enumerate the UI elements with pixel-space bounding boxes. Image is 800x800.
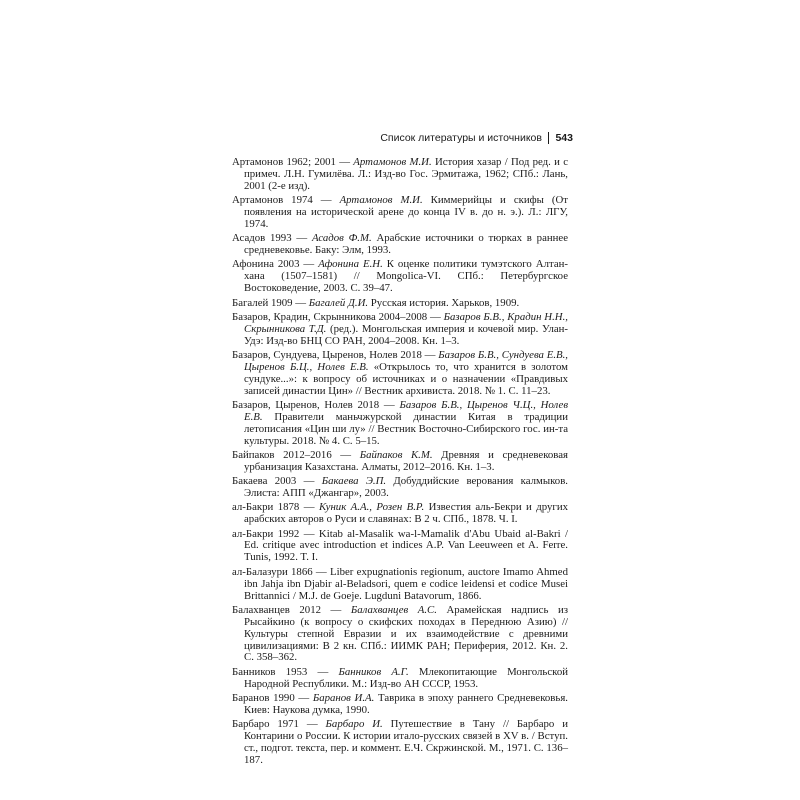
reference-entry (232, 529, 568, 565)
reference-author: Бакаева Э.П. (321, 475, 387, 488)
reference-key: Артамонов 1962; 2001 — (232, 156, 354, 168)
reference-text: (ред.). Монгольская империя и кочевой мир. Улан-Удэ: Изд-во БНЦ СО РАН, 2004–2008. Кн. 1–3. (244, 322, 568, 347)
reference-text: Правители маньчжурской династии Китая в традиции летописания «Цин ши лу» // Вестник Восточно-Сибирского гос. ин-та культуры. 2018. № 4. С. 5–15. (244, 410, 568, 447)
reference-text: К оценке политики тумэтского Алтан-хана (1507–1581) // Mongolica-VI. СПб.: Петербургское Востоковедение, 2003. С. 39–47. (244, 258, 568, 295)
reference-key: Асадов 1993 — (232, 232, 312, 245)
reference-author: Артамонов М.И. (339, 194, 423, 207)
reference-text: Русская история. Харьков, 1909. (368, 296, 520, 309)
reference-entry (232, 312, 568, 348)
reference-entry (232, 233, 568, 257)
reference-key: Багалей 1909 — (232, 296, 309, 309)
reference-author: Байпаков К.М. (359, 448, 433, 461)
reference-author: Багалей Д.И. (308, 296, 369, 309)
reference-key: Базаров, Цыренов, Нолев 2018 — (232, 398, 400, 411)
reference-author: Куник А.А., Розен В.Р. (318, 501, 425, 514)
reference-author: Асадов Ф.М. (311, 232, 372, 245)
reference-author: Барбаро И. (325, 718, 383, 731)
reference-key: Базаров, Крадин, Скрынникова 2004–2008 — (232, 310, 444, 323)
reference-text: Kitab al-Masalik wa-l-Mamalik d'Abu Ubaid al-Bakri / Ed. critique avec introduction et indices A.P. Van Leeuween et A. Ferre. Tunis, 1992. T. I. (244, 527, 568, 564)
reference-key: ал-Бакри 1992 — (232, 527, 319, 540)
reference-text: Млекопитающие Монгольской Народной Республики. М.: Изд-во АН СССР, 1953. (244, 665, 569, 690)
reference-text: Арабские источники о тюрках в раннее средневековье. Баку: Элм, 1993. (244, 232, 568, 257)
reference-entry (232, 502, 568, 526)
reference-key: Артамонов 1974 — (232, 194, 340, 207)
running-header (330, 131, 573, 145)
reference-text: Древняя и средневековая урбанизация Казахстана. Алматы, 2012–2016. Кн. 1–3. (244, 448, 569, 473)
reference-author: Артамонов М.И. (353, 156, 432, 168)
reference-author: Базаров Б.В., Крадин Н.Н., Скрынникова Т.Д. (244, 310, 568, 335)
reference-key: Бакаева 2003 — (232, 475, 322, 488)
reference-author: Базаров Б.В., Сундуева Е.В., Цыренов Б.Ц., Нолев Е.В. (244, 348, 569, 373)
reference-text: Арамейская надпись из Рысайкино (к вопросу о скифских походах в Переднюю Азию) // Культуры степной Евразии и их взаимодействие с древними цивилизациями: В 2 кн. СПб.: ИИМК РАН; Периферия, 2012. Кн. 2. С. 358–362. (244, 603, 568, 664)
reference-key: Байпаков 2012–2016 — (232, 448, 360, 461)
reference-text: Таврика в эпоху раннего Средневековья. Киев: Наукова думка, 1990. (244, 691, 568, 716)
reference-entry (232, 195, 568, 231)
reference-key: Банников 1953 — (232, 665, 339, 678)
reference-author: Афонина Е.Н. (318, 258, 383, 271)
reference-entry (232, 298, 568, 310)
reference-author: Балахванцев А.С. (350, 603, 437, 616)
reference-key: Баранов 1990 — (232, 691, 313, 704)
reference-key: Базаров, Сундуева, Цыренов, Нолев 2018 — (232, 348, 439, 361)
reference-entry (232, 719, 568, 767)
reference-text: История хазар / Под ред. и с примеч. Л.Н. Гумилёва. Л.: Изд-во Гос. Эрмитажа, 1962; СПб.: Лань, 2001 (2-е изд). (244, 156, 568, 192)
reference-key: ал-Балазури 1866 — (232, 565, 330, 578)
reference-entry (232, 400, 568, 448)
reference-entry (232, 605, 568, 665)
reference-text: Известия аль-Бекри и других арабских авторов о Руси и славянах: В 2 ч. СПб., 1878. Ч. I. (244, 501, 568, 526)
reference-entry (232, 450, 568, 474)
reference-entry (232, 350, 568, 398)
header-separator (548, 132, 550, 144)
reference-author: Базаров Б.В., Цыренов Ч.Ц., Нолев Е.В. (244, 398, 569, 423)
reference-entry (232, 476, 568, 500)
reference-list (232, 157, 568, 769)
reference-text: Liber expugnationis regionum, auctore Imamo Ahmed ibn Jahja ibn Djabir al-Beladsori, quem e codice leidensi et codice Musei Brittannici / M.J. de Goeje. Lugduni Batavorum, 1866. (244, 565, 568, 602)
reference-text: Путешествие в Тану // Барбаро и Контарини о России. К истории итало-русских связей в XV в. / Вступ. ст., подгот. текста, пер. и коммент. Е.Ч. Скржинской. М., 1971. С. 136–187. (244, 718, 568, 766)
reference-entry (232, 693, 568, 717)
section-title: Список литературы и источников (380, 132, 542, 144)
reference-text: Добуддийские верования калмыков. Элиста: АПП «Джангар», 2003. (244, 475, 568, 500)
reference-key: Балахванцев 2012 — (232, 603, 351, 616)
page-number: 543 (555, 132, 573, 144)
reference-entry (232, 567, 568, 603)
reference-text: «Открылось то, что хранится в золотом сундуке...»: к вопросу об источниках и о назначении «Правдивых записей династии Цин» // Вестник архивиста. 2018. № 1. С. 11–23. (244, 360, 568, 397)
reference-key: ал-Бакри 1878 — (232, 501, 319, 514)
reference-entry (232, 667, 568, 691)
reference-key: Афонина 2003 — (232, 258, 319, 271)
reference-entry (232, 157, 568, 193)
reference-author: Баранов И.А. (312, 691, 375, 704)
reference-entry (232, 259, 568, 295)
reference-text: Киммерийцы и скифы (От появления на исторической арене до конца IV в. до н. э.). Л.: ЛГУ, 1974. (244, 194, 568, 230)
reference-key: Барбаро 1971 — (232, 718, 326, 731)
reference-author: Банников А.Г. (338, 665, 409, 678)
